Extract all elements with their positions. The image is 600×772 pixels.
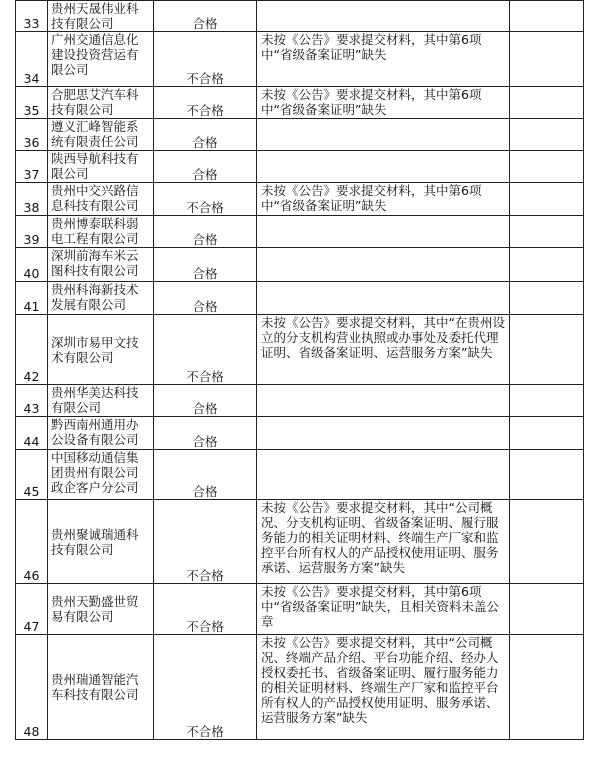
row-number: 38 (16, 183, 48, 216)
row-number: 39 (16, 216, 48, 248)
remark-text (257, 248, 510, 282)
table-row (16, 500, 584, 584)
company-name: 深圳市易甲文技术有限公司 (48, 315, 154, 385)
company-name: 贵州聚诚瑞通科技有限公司 (48, 500, 154, 584)
results-table (15, 0, 584, 740)
remark-text (257, 417, 510, 450)
company-name: 中国移动通信集团贵州有限公司政企客户分公司 (48, 450, 154, 500)
table-row (16, 87, 584, 119)
company-name: 贵州华美达科技有限公司 (48, 385, 154, 417)
row-number: 43 (16, 385, 48, 417)
review-result: 不合格 (154, 315, 257, 385)
company-name: 贵州天勤盛世贸易有限公司 (48, 584, 154, 635)
table-row (16, 1, 584, 32)
row-number: 46 (16, 500, 48, 584)
review-result: 合格 (154, 282, 257, 315)
table-row (16, 417, 584, 450)
company-name: 合肥思艾汽车科技有限公司 (48, 87, 154, 119)
company-name: 贵州科海新技术发展有限公司 (48, 282, 154, 315)
remark-text (257, 282, 510, 315)
empty-cell (510, 151, 584, 183)
row-number: 48 (16, 635, 48, 740)
row-number: 33 (16, 1, 48, 32)
row-number: 40 (16, 248, 48, 282)
empty-cell (510, 450, 584, 500)
empty-cell (510, 248, 584, 282)
review-result: 不合格 (154, 500, 257, 584)
company-name: 广州交通信息化建设投资营运有限公司 (48, 32, 154, 87)
empty-cell (510, 32, 584, 87)
empty-cell (510, 282, 584, 315)
table-row (16, 151, 584, 183)
table-row (16, 635, 584, 740)
empty-cell (510, 584, 584, 635)
table-row (16, 385, 584, 417)
empty-cell (510, 500, 584, 584)
empty-cell (510, 417, 584, 450)
remark-text (257, 151, 510, 183)
row-number: 37 (16, 151, 48, 183)
remark-text: 未按《公告》要求提交材料，其中“在贵州设立的分支机构营业执照或办事处及委托代理证明、省级备案证明、运营服务方案”缺失 (257, 315, 510, 385)
review-result: 合格 (154, 248, 257, 282)
table-row (16, 315, 584, 385)
table-row (16, 584, 584, 635)
review-result: 合格 (154, 417, 257, 450)
empty-cell (510, 1, 584, 32)
company-name: 贵州博泰联科弱电工程有限公司 (48, 216, 154, 248)
empty-cell (510, 315, 584, 385)
company-name: 贵州天晟伟业科技有限公司 (48, 1, 154, 32)
remark-text: 未按《公告》要求提交材料，其中第6项中“省级备案证明”缺失 (257, 183, 510, 216)
table-row (16, 216, 584, 248)
empty-cell (510, 635, 584, 740)
table-row (16, 119, 584, 151)
remark-text (257, 385, 510, 417)
remark-text (257, 216, 510, 248)
empty-cell (510, 87, 584, 119)
empty-cell (510, 385, 584, 417)
remark-text: 未按《公告》要求提交材料，其中“公司概况、终端产品介绍、平台功能介绍、经办人授权委托书、省级备案证明、履行服务能力的相关证明材料、终端生产厂家和监控平台所有权人的产品授权使用证明、服务承诺、运营服务方案”缺失 (257, 635, 510, 740)
remark-text (257, 450, 510, 500)
review-result: 合格 (154, 1, 257, 32)
empty-cell (510, 119, 584, 151)
company-name: 黔西南州通用办公设备有限公司 (48, 417, 154, 450)
table-row (16, 32, 584, 87)
row-number: 42 (16, 315, 48, 385)
remark-text (257, 1, 510, 32)
review-result: 合格 (154, 216, 257, 248)
empty-cell (510, 216, 584, 248)
review-result: 不合格 (154, 87, 257, 119)
review-result: 合格 (154, 385, 257, 417)
review-result: 不合格 (154, 32, 257, 87)
row-number: 34 (16, 32, 48, 87)
company-name: 贵州中交兴路信息科技有限公司 (48, 183, 154, 216)
review-result: 不合格 (154, 183, 257, 216)
review-result: 合格 (154, 450, 257, 500)
row-number: 35 (16, 87, 48, 119)
remark-text (257, 119, 510, 151)
empty-cell (510, 183, 584, 216)
row-number: 47 (16, 584, 48, 635)
row-number: 45 (16, 450, 48, 500)
review-result: 合格 (154, 151, 257, 183)
company-name: 陕西导航科技有限公司 (48, 151, 154, 183)
review-result: 不合格 (154, 584, 257, 635)
row-number: 44 (16, 417, 48, 450)
remark-text: 未按《公告》要求提交材料，其中第6项中“省级备案证明”缺失 (257, 87, 510, 119)
remark-text: 未按《公告》要求提交材料，其中第6项中“省级备案证明”缺失 (257, 32, 510, 87)
table-row (16, 183, 584, 216)
results-table-body (16, 1, 584, 740)
remark-text: 未按《公告》要求提交材料，其中第6项中“省级备案证明”缺失，且相关资料未盖公章 (257, 584, 510, 635)
row-number: 41 (16, 282, 48, 315)
table-row (16, 248, 584, 282)
company-name: 深圳前海车米云图科技有限公司 (48, 248, 154, 282)
company-name: 贵州瑞通智能汽车科技有限公司 (48, 635, 154, 740)
table-row (16, 450, 584, 500)
company-name: 遵义汇峰智能系统有限责任公司 (48, 119, 154, 151)
row-number: 36 (16, 119, 48, 151)
review-result: 不合格 (154, 635, 257, 740)
review-result: 合格 (154, 119, 257, 151)
table-row (16, 282, 584, 315)
remark-text: 未按《公告》要求提交材料，其中“公司概况、分支机构证明、省级备案证明、履行服务能力的相关证明材料、终端生产厂家和监控平台所有权人的产品授权使用证明、服务承诺、运营服务方案”缺失 (257, 500, 510, 584)
